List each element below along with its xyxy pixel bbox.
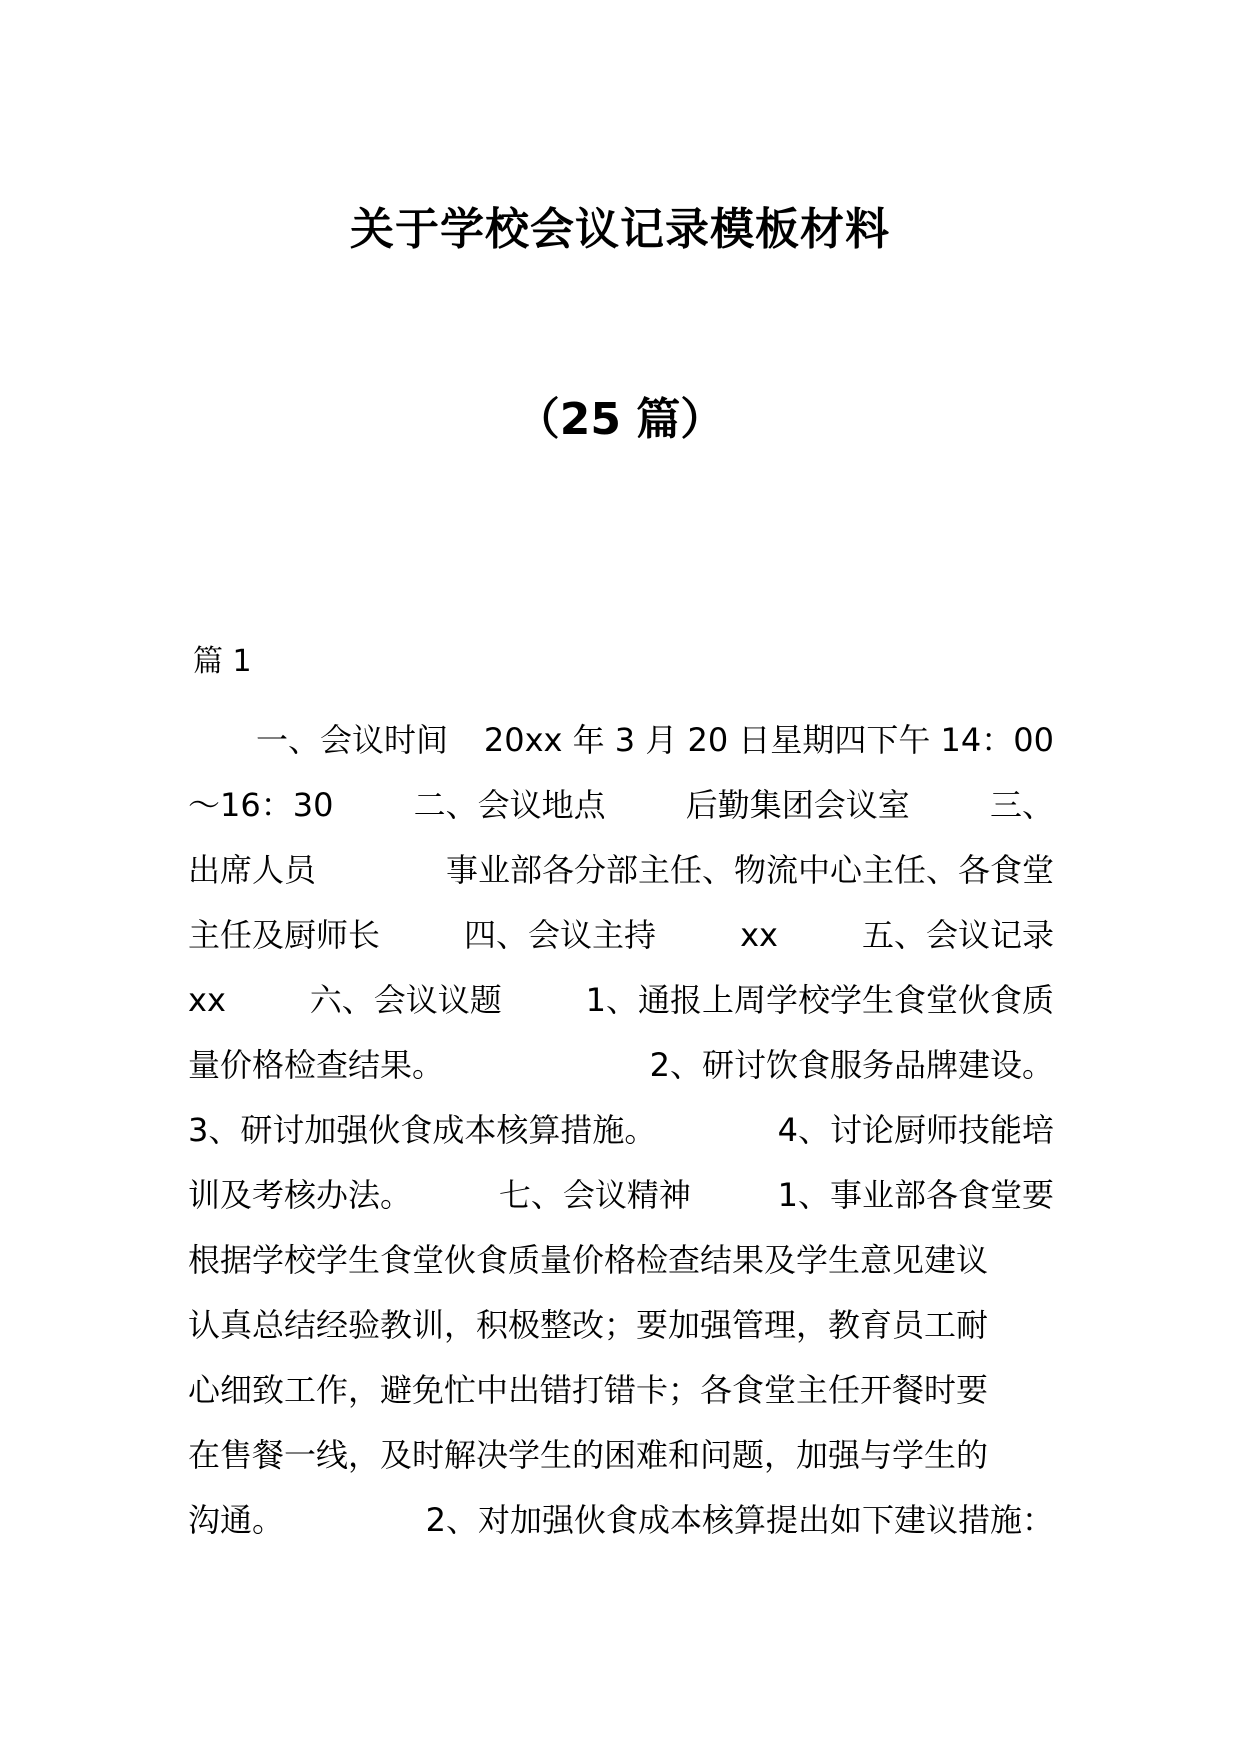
text-segment: 事业部各分部主任、物流中心主任、各食堂 — [445, 851, 1054, 889]
text-segment: xx — [740, 916, 778, 954]
text-line — [188, 1293, 1054, 1358]
text-line — [188, 838, 1054, 903]
text-segment: 六、会议议题 — [309, 981, 502, 1019]
document-subtitle: （25 篇） — [515, 394, 725, 445]
text-segment: 根据学校学生食堂伙食质量价格检查结果及学生意见建议 — [188, 1241, 989, 1279]
text-segment: 20xx 年 3 月 20 日星期四下午 14：00 — [483, 721, 1054, 759]
text-segment: 2、对加强伙食成本核算提出如下建议措施： — [425, 1501, 1054, 1539]
text-line — [188, 708, 1054, 773]
text-segment: 4、讨论厨师技能培 — [777, 1111, 1054, 1149]
text-line — [188, 1358, 1054, 1423]
text-segment: 五、会议记录 — [861, 916, 1054, 954]
body-text — [188, 708, 1054, 1553]
text-line — [188, 1098, 1054, 1163]
text-line — [188, 1423, 1054, 1488]
text-line — [188, 773, 1054, 838]
text-segment: 二、会议地点 — [413, 786, 606, 824]
text-segment: ～16：30 — [188, 786, 334, 824]
text-line — [188, 1163, 1054, 1228]
text-segment: 2、研讨饮食服务品牌建设。 — [649, 1046, 1054, 1084]
document-title: 关于学校会议记录模板材料 — [350, 204, 890, 255]
text-segment: 一、会议时间 — [256, 721, 449, 759]
text-segment: 沟通。 — [188, 1501, 285, 1539]
text-line — [188, 1228, 1054, 1293]
text-segment: 主任及厨师长 — [188, 916, 381, 954]
text-segment: 3、研讨加强伙食成本核算措施。 — [188, 1111, 657, 1149]
text-segment: 1、事业部各食堂要 — [777, 1176, 1054, 1214]
text-segment: 量价格检查结果。 — [188, 1046, 445, 1084]
text-segment: 在售餐一线，及时解决学生的困难和问题，加强与学生的 — [188, 1436, 989, 1474]
section-label: 篇 1 — [193, 644, 252, 679]
text-line — [188, 903, 1054, 968]
text-line — [188, 1488, 1054, 1553]
text-segment: xx — [188, 981, 226, 1019]
text-segment: 七、会议精神 — [498, 1176, 691, 1214]
text-segment: 四、会议主持 — [464, 916, 657, 954]
text-segment: 认真总结经验教训，积极整改；要加强管理，教育员工耐 — [188, 1306, 989, 1344]
text-line — [188, 968, 1054, 1033]
text-segment: 出席人员 — [188, 851, 317, 889]
text-segment: 三、 — [989, 786, 1054, 824]
text-segment: 后勤集团会议室 — [685, 786, 910, 824]
text-segment: 心细致工作，避免忙中出错打错卡；各食堂主任开餐时要 — [188, 1371, 989, 1409]
text-line — [188, 1033, 1054, 1098]
text-segment: 1、通报上周学校学生食堂伙食质 — [585, 981, 1054, 1019]
text-segment: 训及考核办法。 — [188, 1176, 413, 1214]
